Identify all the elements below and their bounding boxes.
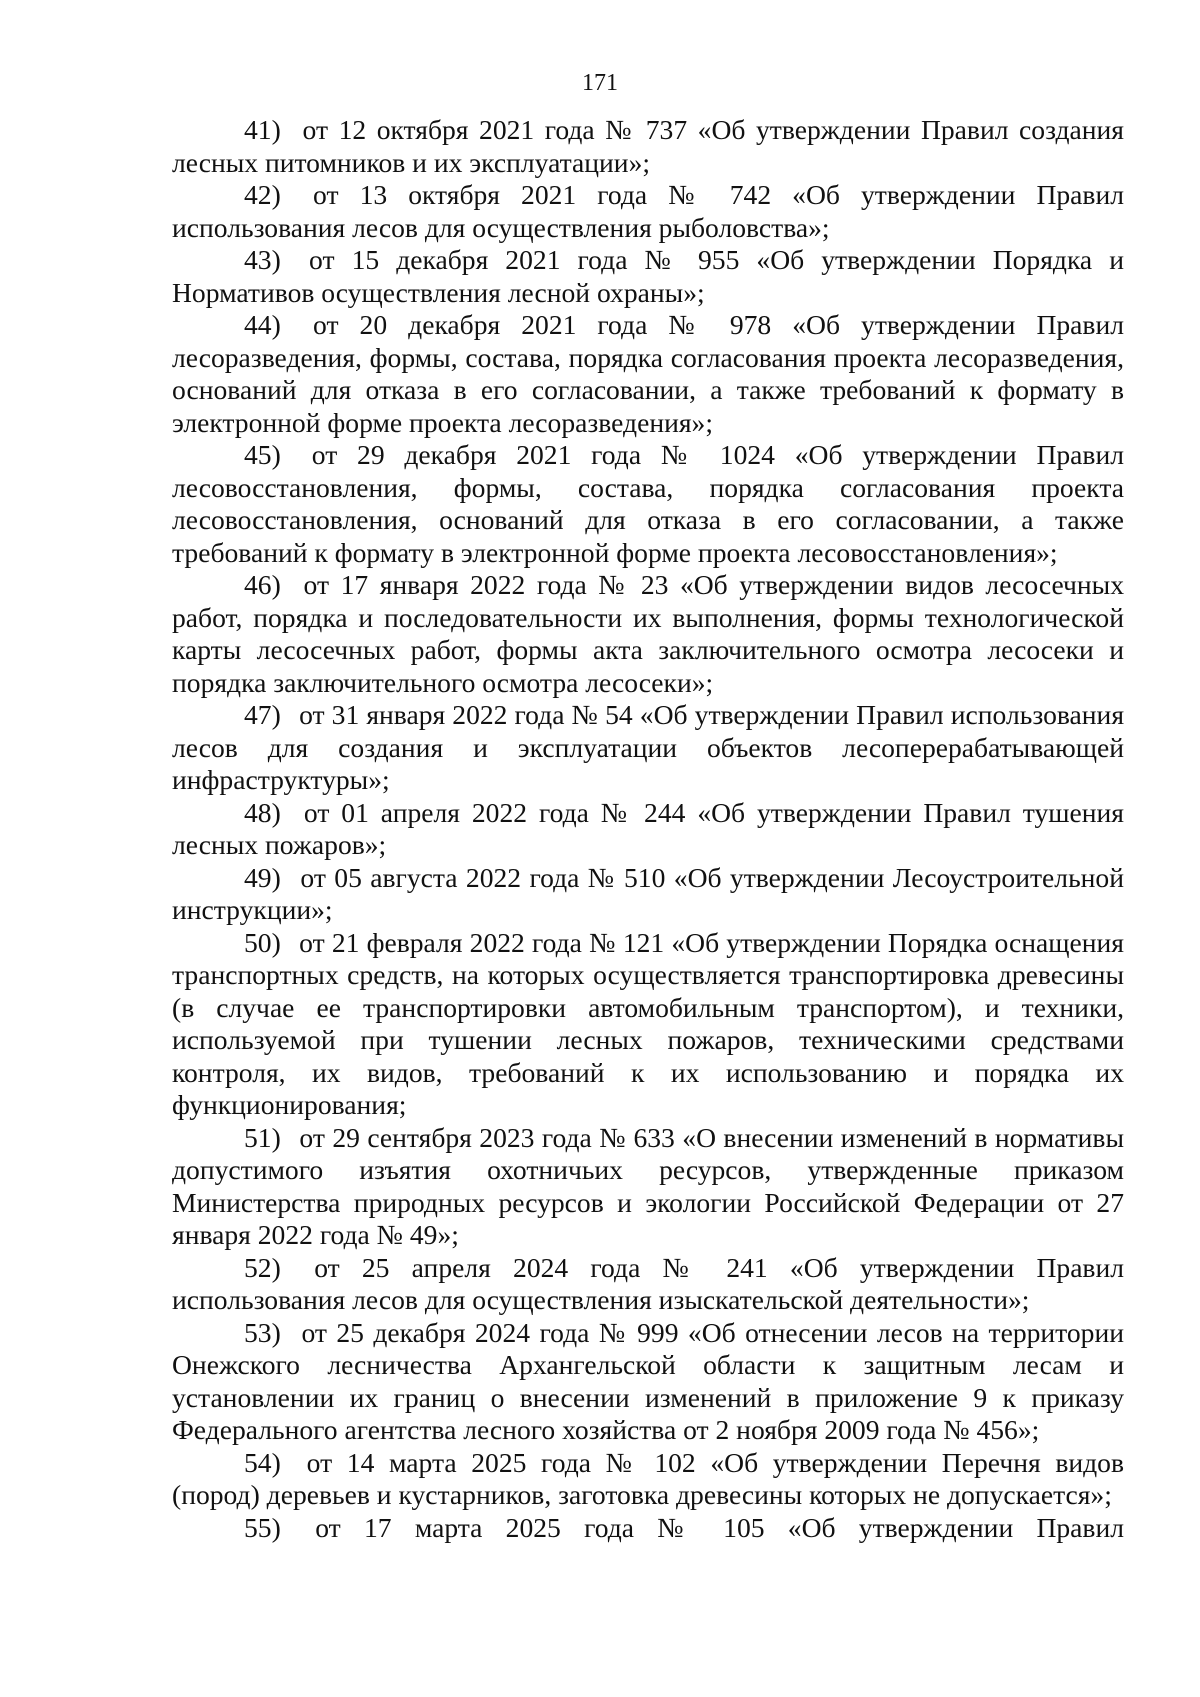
item-text: от 21 февраля 2022 года № 121 «Об утверждении Порядка оснащения транспортных средств, на которых осуществляется транспортировка древесины (в случае ее транспортировки автомобильным транспортом), и техники, используемой при тушении лесных пожаров, техническими средствами контроля, их видов, требований к их использованию и порядка их функционирования; bbox=[172, 926, 1124, 1120]
item-text: от 05 августа 2022 года № 510 «Об утверждении Лесоустроительной инструкции»; bbox=[172, 861, 1124, 925]
item-number: 45) bbox=[244, 439, 281, 470]
item-text: от 25 апреля 2024 года № 241 «Об утверждении Правил использования лесов для осуществления изыскательской деятельности»; bbox=[172, 1251, 1125, 1315]
item-number: 51) bbox=[244, 1121, 281, 1153]
page-number: 171 bbox=[582, 70, 618, 96]
item-number: 48) bbox=[244, 796, 281, 828]
item-number: 53) bbox=[244, 1316, 281, 1348]
item-text: от 17 марта 2025 года № 105 «Об утверждении Правил bbox=[315, 1511, 1124, 1543]
list-item bbox=[172, 1447, 1124, 1512]
item-text: от 12 октября 2021 года № 737 «Об утверждении Правил создания лесных питомников и их эксплуатации»; bbox=[172, 114, 1124, 178]
list-item bbox=[172, 439, 1124, 569]
list-item bbox=[172, 862, 1124, 927]
item-number: 54) bbox=[244, 1446, 281, 1478]
item-number: 42) bbox=[244, 179, 281, 210]
item-text: от 29 сентября 2023 года № 633 «О внесении изменений в нормативы допустимого изъятия охотничьих ресурсов, утвержденные приказом Министерства природных ресурсов и экологии Российской Федерации от 27 января 2022 года № 49»; bbox=[172, 1121, 1124, 1250]
item-text: от 29 декабря 2021 года № 1024 «Об утверждении Правил лесовосстановления, формы, состава, порядка согласования проекта лесовосстановления, оснований для отказа в его согласовании, а также требований к формату в электронной форме проекта лесовосстановления»; bbox=[172, 439, 1124, 568]
item-number: 47) bbox=[244, 699, 281, 730]
list-item bbox=[172, 1317, 1124, 1447]
item-text: от 17 января 2022 года № 23 «Об утверждении видов лесосечных работ, порядка и последовательности их выполнения, формы технологической карты лесосечных работ, формы акта заключительного осмотра лесосеки и порядка заключительного осмотра лесосеки»; bbox=[172, 569, 1124, 698]
item-number: 49) bbox=[244, 861, 281, 893]
list-item bbox=[172, 1122, 1124, 1252]
item-number: 50) bbox=[244, 926, 281, 958]
item-text: от 13 октября 2021 года № 742 «Об утверждении Правил использования лесов для осуществления рыболовства»; bbox=[172, 179, 1124, 243]
item-text: от 01 апреля 2022 года № 244 «Об утверждении Правил тушения лесных пожаров»; bbox=[172, 796, 1124, 860]
list-item bbox=[172, 797, 1124, 862]
list-item bbox=[172, 569, 1124, 699]
list-item bbox=[172, 927, 1124, 1122]
item-text: от 14 марта 2025 года № 102 «Об утверждении Перечня видов (пород) деревьев и кустарников, заготовка древесины которых не допускается»; bbox=[172, 1446, 1124, 1510]
item-text: от 25 декабря 2024 года № 999 «Об отнесении лесов на территории Онежского лесничества Архангельской области к защитным лесам и установлении их границ о внесении изменений в приложение 9 к приказу Федерального агентства лесного хозяйства от 2 ноября 2009 года № 456»; bbox=[172, 1316, 1124, 1445]
list-item bbox=[172, 179, 1124, 244]
item-text: от 31 января 2022 года № 54 «Об утверждении Правил использования лесов для создания и эксплуатации объектов лесоперерабатывающей инфраструктуры»; bbox=[172, 699, 1125, 795]
list-item bbox=[172, 1512, 1124, 1545]
list-item bbox=[172, 309, 1124, 439]
item-number: 41) bbox=[244, 114, 281, 145]
list-item bbox=[172, 244, 1124, 309]
list-item bbox=[172, 1252, 1124, 1317]
item-text: от 15 декабря 2021 года № 955 «Об утверждении Порядка и Нормативов осуществления лесной охраны»; bbox=[172, 244, 1124, 308]
item-number: 43) bbox=[244, 244, 281, 275]
list-item bbox=[172, 114, 1124, 179]
list-item bbox=[172, 699, 1124, 797]
item-number: 55) bbox=[244, 1511, 281, 1543]
item-text: от 20 декабря 2021 года № 978 «Об утверждении Правил лесоразведения, формы, состава, порядка согласования проекта лесоразведения, оснований для отказа в его согласовании, а также требований к формату в электронной форме проекта лесоразведения»; bbox=[172, 309, 1124, 438]
item-number: 44) bbox=[244, 309, 281, 340]
item-number: 52) bbox=[244, 1251, 281, 1283]
item-number: 46) bbox=[244, 569, 281, 600]
document-body bbox=[172, 114, 1124, 1544]
